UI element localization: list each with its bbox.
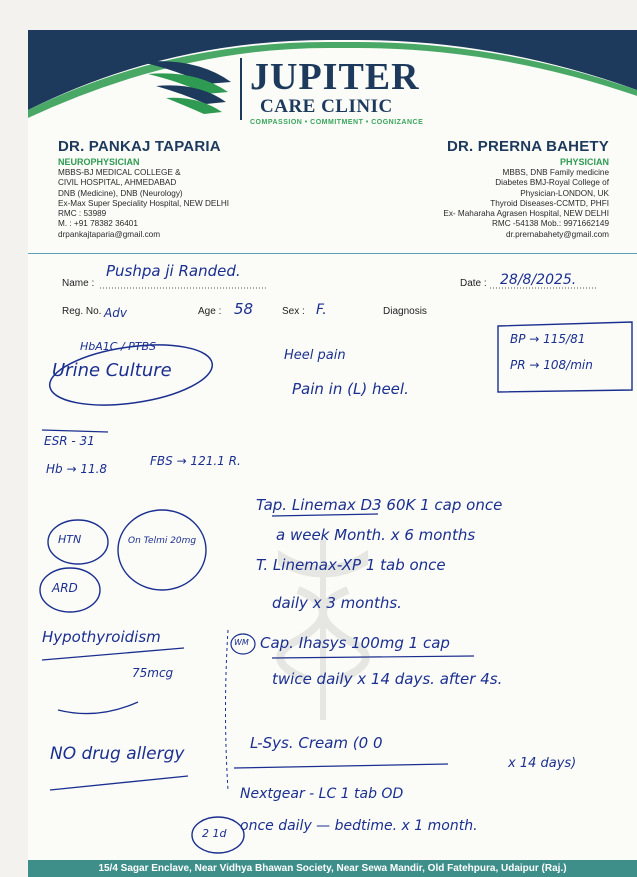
doctor-right-line: Physician-LONDON, UK <box>520 188 609 198</box>
rx-item-5-line2: once daily — bedtime. x 1 month. <box>240 818 478 834</box>
clinic-footer-address: 15/4 Sagar Enclave, Near Vidhya Bhawan Society, Near Sewa Mandir, Old Fatehpura, Udaipur (Raj.) <box>28 860 637 877</box>
clinic-subname: CARE CLINIC <box>260 96 393 117</box>
doctor-left-line: CIVIL HOSPITAL, AHMEDABAD <box>58 178 177 188</box>
rx-item-2-line1: T. Linemax-XP 1 tab once <box>256 556 446 574</box>
visit-date: 28/8/2025. <box>500 272 577 288</box>
doctor-left-line: Ex-Max Super Speciality Hospital, NEW DELHI <box>58 198 230 208</box>
doctor-left-line: drpankajtaparia@gmail.com <box>58 229 161 239</box>
on-telmi-note: On Telmi 20mg <box>128 536 197 546</box>
name-label: Name : <box>62 278 95 289</box>
allergy-note: NO drug allergy <box>50 744 185 764</box>
rx-item-4-line1: L-Sys. Cream (0 0 <box>250 734 383 752</box>
doctor-left-name: DR. PANKAJ TAPARIA <box>58 138 221 155</box>
vitals-pr: PR → 108/min <box>510 358 593 372</box>
reg-no-label: Reg. No. <box>62 306 102 317</box>
htn-note: HTN <box>58 533 82 546</box>
doctor-left-specialty: NEUROPHYSICIAN <box>58 157 140 167</box>
vitals-bp: BP → 115/81 <box>510 332 586 346</box>
rx-item-1-line1: Tap. Linemax D3 60K 1 cap once <box>256 496 503 514</box>
hb-note: Hb → 11.8 <box>46 462 108 476</box>
clinic-name: JUPITER <box>250 56 420 98</box>
complaint-heel-pain: Heel pain <box>284 348 346 363</box>
ard-note: ARD <box>52 581 78 595</box>
thyroid-dose-note: 75mcg <box>132 666 174 680</box>
followup-note: 2 1d <box>202 827 227 840</box>
esr-note: ESR - 31 <box>44 434 95 448</box>
rx-item-3-line2: twice daily x 14 days. after 4s. <box>272 670 503 688</box>
investigations-note: HbA1C / PTBS <box>80 340 157 353</box>
doctor-left-line: M. : +91 78382 36401 <box>58 219 138 229</box>
fbs-note: FBS → 121.1 R. <box>150 454 241 468</box>
sex-label: Sex : <box>282 306 305 317</box>
doctor-right-line: Ex- Maharaha Agrasen Hospital, NEW DELHI <box>443 209 609 219</box>
patient-name: Pushpa ji Randed. <box>106 262 241 280</box>
doctor-right-name: DR. PRERNA BAHETY <box>446 138 609 155</box>
doctor-right-line: RMC -54138 Mob.: 9971662149 <box>492 219 609 229</box>
doctor-right-line: Diabetes BMJ-Royal College of <box>495 178 609 188</box>
reg-no-value: Adv <box>104 306 127 320</box>
age-label: Age : <box>198 306 222 317</box>
wm-note: WM <box>234 638 249 647</box>
complaint-left-heel: Pain in (L) heel. <box>292 380 409 398</box>
doctor-left-line: RMC : 53989 <box>58 209 107 219</box>
doctor-left-line: MBBS-BJ MEDICAL COLLEGE & <box>58 168 181 177</box>
doctor-right-line: Thyroid Diseases-CCMTD, PHFI <box>490 198 609 208</box>
doctor-left-line: DNB (Medicine), DNB (Neurology) <box>58 188 183 198</box>
urine-culture-note: Urine Culture <box>52 360 172 381</box>
hypothyroid-note: Hypothyroidism <box>42 628 161 646</box>
prescription-sheet <box>28 30 637 877</box>
rx-item-4-line2: x 14 days) <box>508 756 577 771</box>
doctor-right-line: dr.prernabahety@gmail.com <box>506 229 609 239</box>
age-value: 58 <box>234 300 254 318</box>
rx-item-5-line1: Nextgear - LC 1 tab OD <box>240 786 404 802</box>
rx-item-3-line1: Cap. Ihasys 100mg 1 cap <box>260 634 450 652</box>
sex-value: F. <box>316 302 327 318</box>
rx-item-1-line2: a week Month. x 6 months <box>276 526 476 544</box>
rx-item-2-line2: daily x 3 months. <box>272 594 402 612</box>
doctor-right-line: MBBS, DNB Family medicine <box>502 168 609 177</box>
date-label: Date : <box>460 278 487 289</box>
doctor-right-specialty: PHYSICIAN <box>559 157 609 167</box>
diagnosis-label: Diagnosis <box>383 306 427 317</box>
clinic-tagline: COMPASSION • COMMITMENT • COGNIZANCE <box>250 119 424 126</box>
